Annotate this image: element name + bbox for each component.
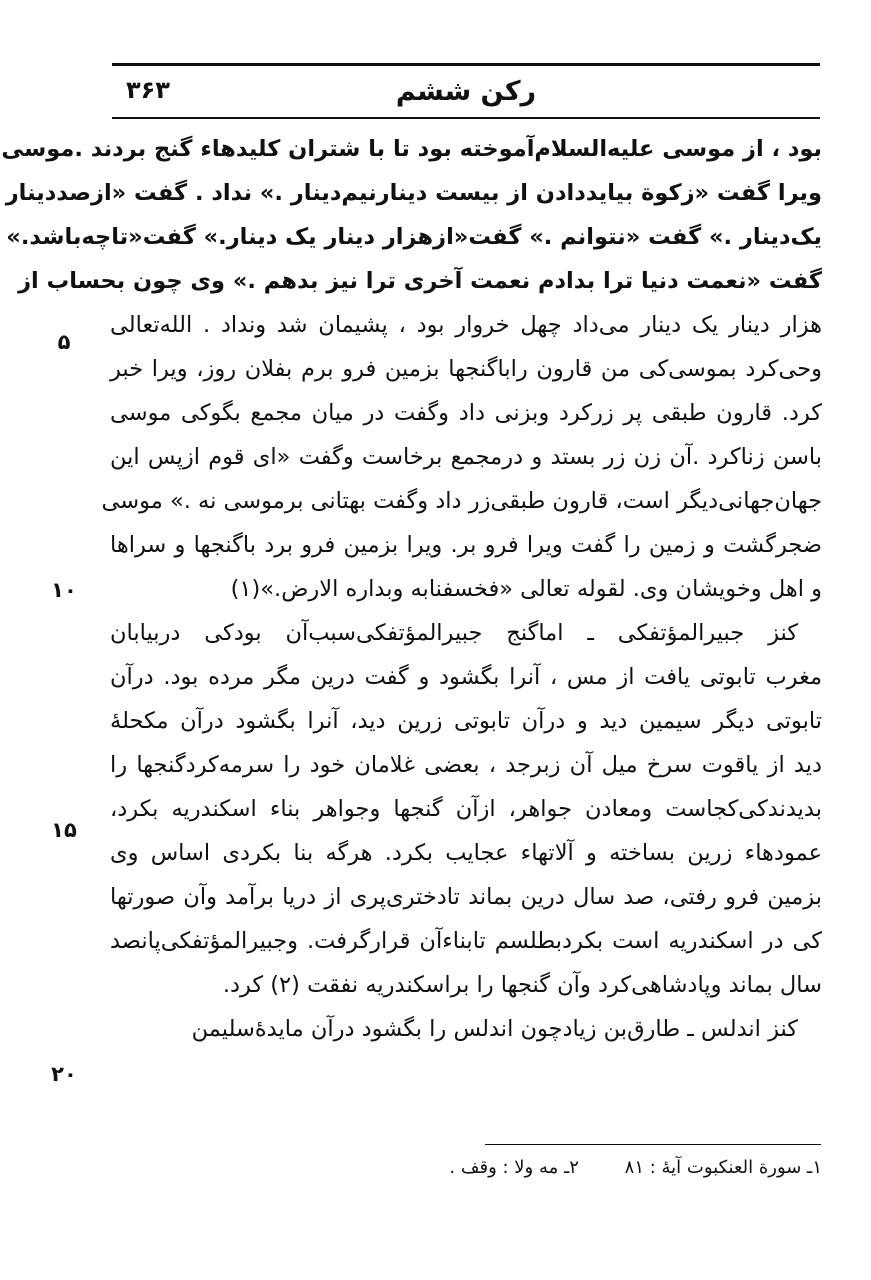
text-line-15: دید از یاقوت سرخ میل آن زبرجد ، بعضی غلامان خود را سرمه‌کردگنجها را <box>110 752 822 778</box>
running-title: رکن ششم <box>395 76 537 107</box>
text-line-20: سال بماند وپادشاهی‌کرد وآن گنجها را براسکندریه نفقت (۲) کرد. <box>222 972 822 998</box>
text-line-18: بزمین فرو رفتی، صد سال درین بماند تادختری‌پری از دریا برآمد وآن صورتها <box>110 884 822 910</box>
line-number-10: ۱۰ <box>51 578 77 602</box>
top-rule <box>112 63 820 66</box>
text-line-7: کرد. قارون طبقی پر زرکرد وبزنی داد وگفت در میان مجمع بگوکی موسی <box>110 400 822 426</box>
line-number-15: ۱۵ <box>51 818 77 842</box>
text-line-4: گفت «نعمت دنیا ترا بدادم نعمت آخری ترا نیز بدهم .» وی چون بحساب از <box>18 268 822 294</box>
text-line-13: مغرب تابوتی یافت از مس ، آنرا بگشود و گفت درین مگر مرده بود. درآن <box>110 664 822 690</box>
text-line-5: هزار دینار یک دینار می‌داد چهل خروار بود ، پشیمان شد ونداد . الله‌تعالی <box>110 312 822 338</box>
footnotes <box>400 1152 822 1184</box>
text-line-10: ضجرگشت و زمین را گفت ویرا فرو بر. ویرا بزمین فرو برد باگنجها و سراها <box>110 532 822 558</box>
footnote-2: ۲ـ مه ولا : وقف . <box>449 1157 579 1178</box>
header-rule <box>112 117 820 119</box>
text-line-3: یک‌دینار .» گفت «نتوانم .» گفت«ازهزار دینار یک دینار.» گفت«تاچه‌باشد.» <box>6 224 822 250</box>
footnote-rule <box>485 1144 821 1145</box>
text-line-1: بود ، از موسی علیه‌السلام‌آموخته بود تا با شتران کلیدهاء گنج بردند .موسی <box>1 136 822 162</box>
text-line-2: ویرا گفت «زکوة بیایددادن از بیست دینارنیم‌دینار .» نداد . گفت «ازصددینار <box>5 180 822 206</box>
line-number-5: ۵ <box>57 330 71 354</box>
text-line-21: کنز اندلس ـ طارق‌بن زیادچون اندلس را بگشود درآن مایدهٔ‌سلیمن <box>191 1016 798 1042</box>
page-number: ۳۶۳ <box>126 76 170 104</box>
text-line-9: جهان‌جهانی‌دیگر است، قارون طبقی‌زر داد وگفت بهتانی برموسی نه .» موسی <box>101 488 822 514</box>
text-line-8: باسن زنا‌کرد .آن زن زر بستد و درمجمع برخاست وگفت «ای قوم ازپس این <box>110 444 822 470</box>
text-line-16: بدیدندکی‌کجاست ومعادن جواهر، ازآن گنجها وجواهر بناء اسکندریه بکرد، <box>110 796 822 822</box>
line-number-20: ۲۰ <box>51 1062 77 1086</box>
text-line-11: و اهل وخویشان وی. لقوله تعالی «فخسفنابه وبداره الارض.»(۱) <box>230 576 822 602</box>
text-line-12: کنز جبیرالمؤتفکی ـ اما‌گنج جبیرالمؤتفکی‌سبب‌آن بودکی دربیابان <box>110 620 798 646</box>
text-line-17: عمودهاء زرین بساخته و آلاتهاء عجایب بکرد. هرگه بنا بکردی اساس وی <box>110 840 822 866</box>
footnote-1: ۱ـ سورة العنکبوت آیهٔ : ۸۱ <box>624 1157 822 1178</box>
text-line-6: وحی‌کرد بموسی‌کی من قارون رابا‌گنجها بزمین فرو برم بفلان روز، ویرا خبر <box>110 356 822 382</box>
text-line-19: کی در اسکندریه است بکردبطلسم تابناءآن قرارگرفت. وجبیرالمؤتفکی‌پانصد <box>110 928 822 954</box>
page-header <box>112 74 820 114</box>
text-line-14: تابوتی دیگر سیمین دید و درآن تابوتی زرین دید، آنرا بگشود درآن مکحلهٔ <box>110 708 822 734</box>
